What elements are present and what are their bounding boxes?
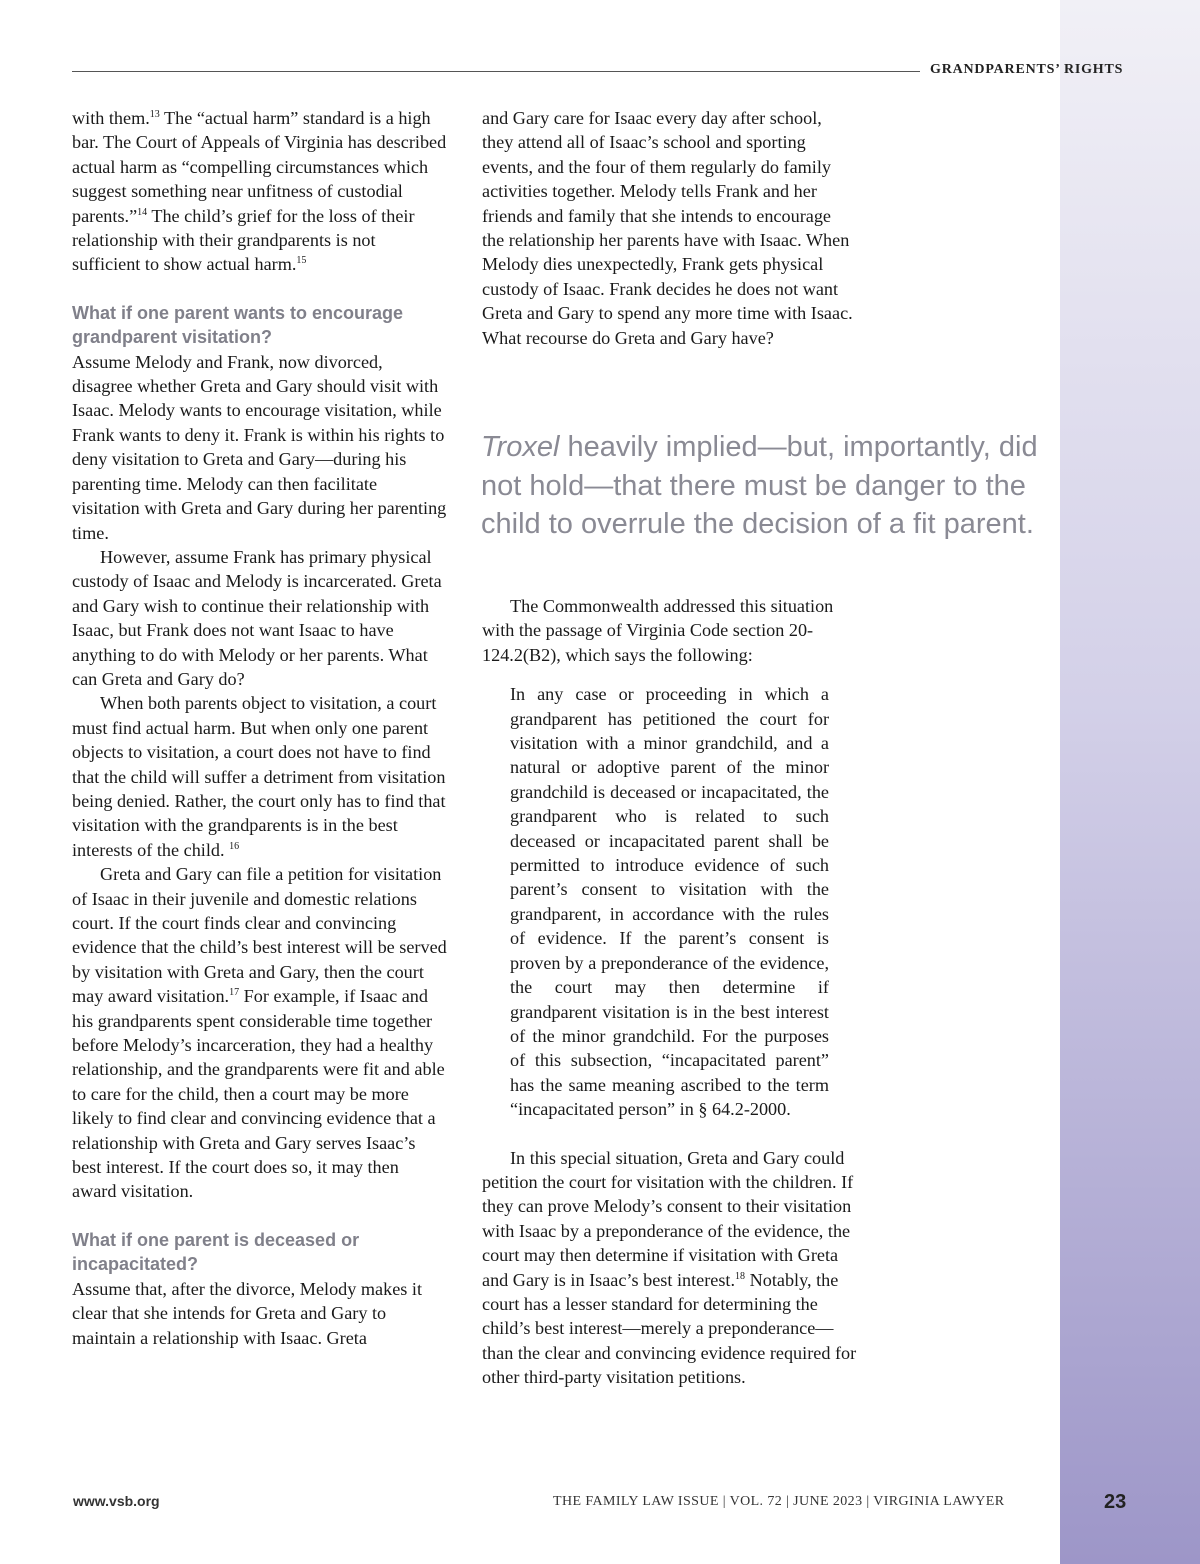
footnote-ref[interactable]: 18 [735,1270,746,1282]
subheading: What if one parent is deceased or incapacitated? [72,1229,360,1275]
paragraph: Assume that, after the divorce, Melody makes it clear that she intends for Greta and Gary to maintain a relationship with Isaac. Greta [72,1278,423,1348]
paragraph: In this special situation, Greta and Gary could petition the court for visitation with the children. If they can prove Melody’s consent to their visitation with Isaac by a preponderance of the evidence, the court may then determine if visitation with Greta and Gary is in Isaac’s best interest.$^{18}$ Notably, the court has a lesser standard for determining the child’s best interest—merely a preponderance—than the clear and convincing evidence required for other third-party visitation petitions. [482,1147,857,1388]
footnote-ref[interactable]: 14 [137,206,148,218]
statute-block-quote: In any case or proceeding in which a grandparent has petitioned the court for visitation with a minor grandchild, and a natural or adoptive parent of the minor grandchild is deceased or incapacitated, the grandparent who is related to such deceased or incapacitated parent shall be permitted to introduce evidence of such parent’s consent to visitation with the grandparent, in accordance with the rules of evidence. If the parent’s consent is proven by a preponderance of the evidence, the court may then determine if grandparent visitation is in the best interest of the minor grandchild. For the purposes of this subsection, “incapacitated parent” has the same meaning ascribed to the term “incapacitated person” in § 64.2-2000. [510,684,829,1120]
left-column [72,106,447,1350]
footnote-ref[interactable]: 16 [229,840,240,852]
website-link[interactable]: www.vsb.org [73,1493,160,1509]
paragraph: and Gary care for Isaac every day after school, they attend all of Isaac’s school and sporting events, and the four of them regularly do family activities together. Melody tells Frank and her friends and family that she intends to encourage the relationship her parents have with Isaac. When Melody dies unexpectedly, Frank gets physical custody of Isaac. Frank decides he does not want Greta and Gary to spend any more time with Isaac. What recourse do Greta and Gary have? [482,108,853,348]
publication-info: THE FAMILY LAW ISSUE | VOL. 72 | JUNE 2023 | VIRGINIA LAWYER [553,1494,1005,1509]
page-edge-band [1060,0,1200,1564]
paragraph: When both parents object to visitation, a court must find actual harm. But when only one parent objects to visitation, a court does not have to find that the child will suffer a detriment from visitation being denied. Rather, the court only has to find that visitation with the grandparents is in the best interests of the child. $^{16}$ [72,693,446,860]
paragraph: The Commonwealth addressed this situation with the passage of Virginia Code section 20-124.2(B2), which says the following: [482,596,834,665]
footnote-ref[interactable]: 13 [149,108,160,120]
pull-quote-case-name: Troxel [481,431,560,463]
section-header: GRANDPARENTS’ RIGHTS [930,62,1124,77]
right-column-bottom [482,594,857,1390]
footnote-ref[interactable]: 15 [296,255,307,267]
paragraph: Assume Melody and Frank, now divorced, disagree whether Greta and Gary should visit with Isaac. Melody wants to encourage visitation, while Frank wants to deny it. Frank is within his rights to deny visitation to Greta and Gary—during his parenting time. Melody can then facilitate visitation with Greta and Gary during her parenting time. [72,351,447,543]
footnote-ref[interactable]: 17 [229,987,240,999]
paragraph: Greta and Gary can file a petition for visitation of Isaac in their juvenile and domestic relations court. If the court finds clear and convincing evidence that the child’s best interest will be served by visitation with Greta and Gary, then the court may award visitation.$^{17}$ For example, if Isaac and his grandparents spent considerable time together before Melody’s incarceration, they had a healthy relationship, and the grandparents were fit and able to care for the child, then a court may be more likely to find clear and convincing evidence that a relationship with Greta and Gary serves Isaac’s best interest. If the court does so, it may then award visitation. [72,864,447,1202]
paragraph: However, assume Frank has primary physical custody of Isaac and Melody is incarcerated. Greta and Gary wish to continue their relationship with Isaac, but Frank does not want Isaac to have anything to do with Melody or her parents. What can Greta and Gary do? [72,546,442,689]
subheading: What if one parent wants to encourage grandparent visitation? [72,302,404,348]
pull-quote: Troxel heavily implied—but, importantly, did not hold—that there must be danger to the child to overrule the decision of a fit parent. [481,431,1038,540]
right-column-top [482,106,857,350]
page-number: 23 [1104,1491,1127,1513]
paragraph: with them.$^{13}$ The “actual harm” standard is a high bar. The Court of Appeals of Virginia has described actual harm as “compelling circumstances which suggest something near unfitness of custodial parents.”$^{14}$ The child’s grief for the loss of their relationship with their grandparents is not sufficient to show actual harm.$^{15}$ [72,108,447,275]
header-rule [72,71,920,72]
